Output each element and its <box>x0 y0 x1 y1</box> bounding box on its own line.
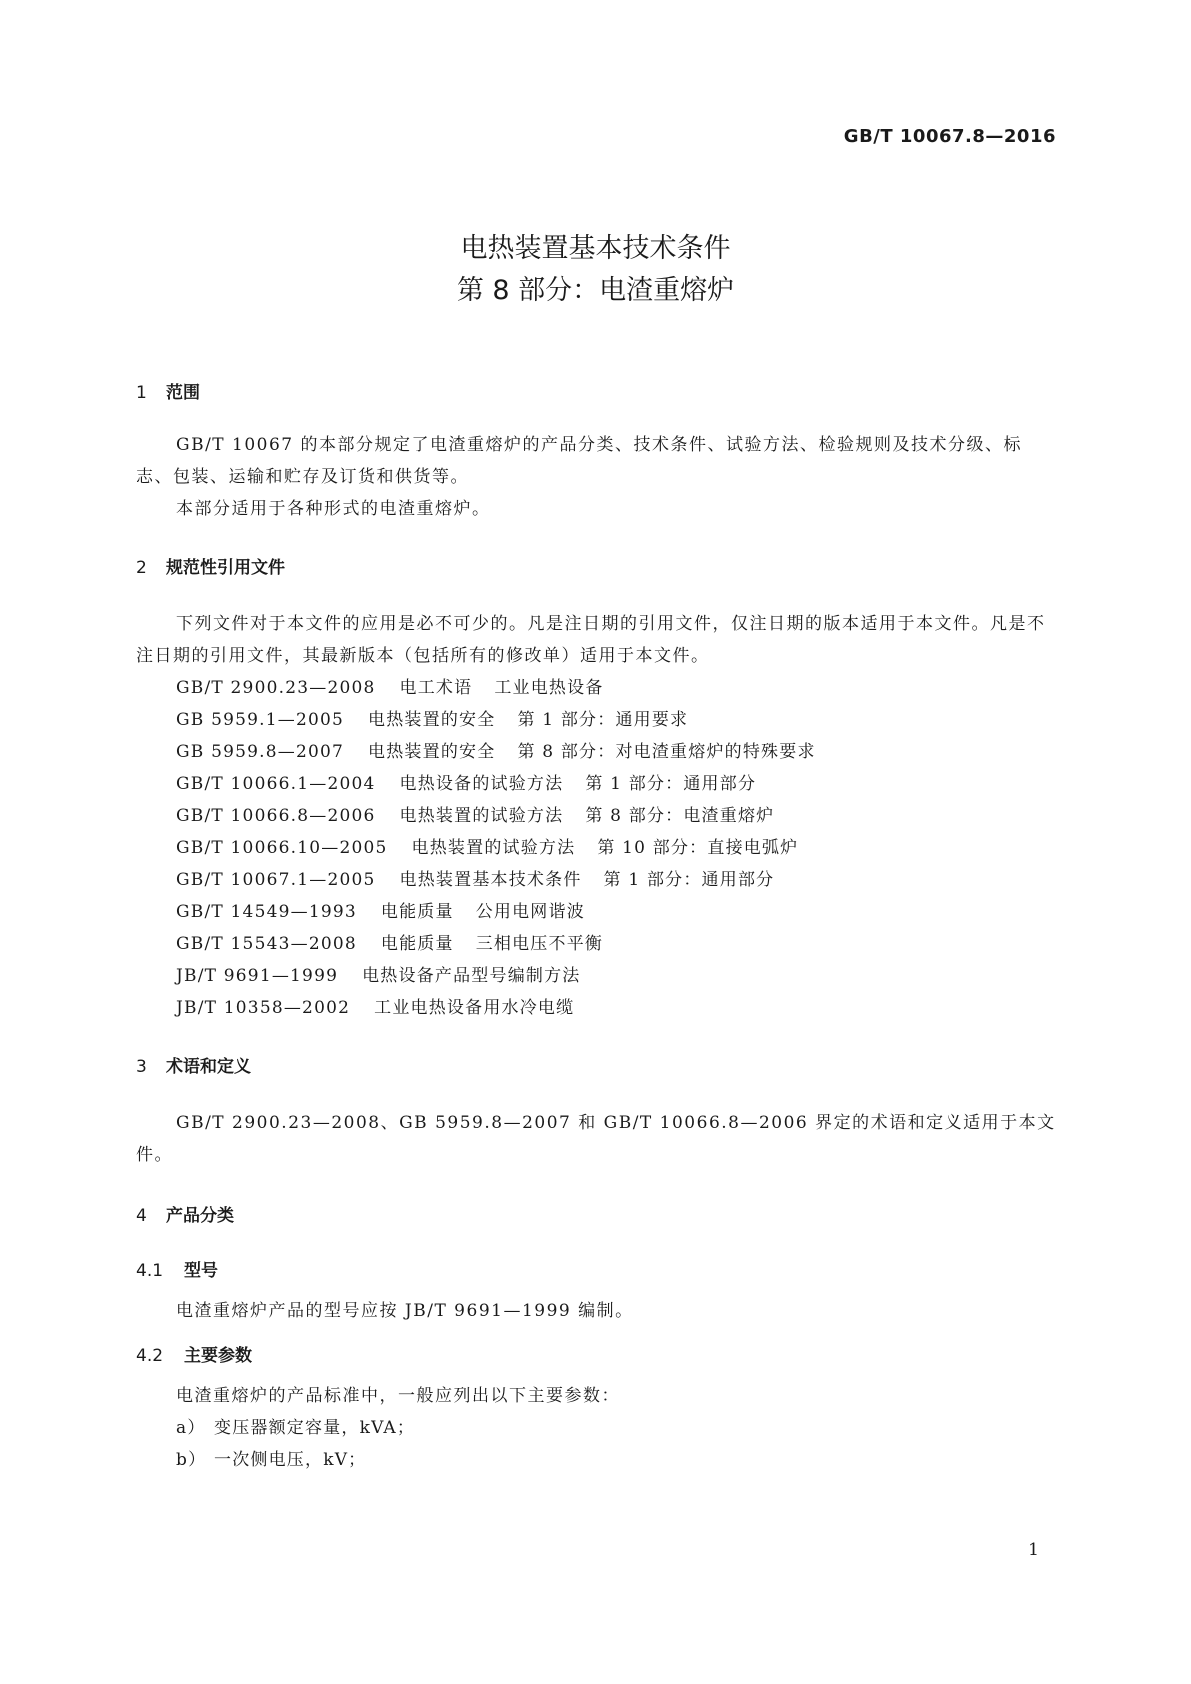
reference-subtitle: 第 10 部分：直接电弧炉 <box>597 838 799 858</box>
reference-title: 电热装置的试验方法 <box>411 838 576 858</box>
section-title: 术语和定义 <box>166 1057 251 1077</box>
document-body <box>136 378 1056 1476</box>
scope-paragraph: 本部分适用于各种形式的电渣重熔炉。 <box>176 499 491 519</box>
list-item-text: 一次侧电压，kV； <box>214 1450 367 1470</box>
section-number: 4.2 <box>136 1346 164 1366</box>
reference-item <box>136 928 1056 960</box>
reference-item <box>136 800 1056 832</box>
list-marker: b） <box>176 1450 207 1470</box>
reference-title: 电能质量 <box>380 934 454 954</box>
section-title: 型号 <box>184 1261 218 1281</box>
list-item <box>136 1444 1056 1476</box>
reference-item <box>136 672 1056 704</box>
parameters-intro: 电渣重熔炉的产品标准中，一般应列出以下主要参数： <box>176 1386 620 1406</box>
section-title: 范围 <box>166 383 200 403</box>
section-number: 4 <box>136 1206 147 1226</box>
reference-code: GB 5959.8—2007 <box>176 742 345 762</box>
reference-title: 工业电热设备用水冷电缆 <box>374 998 575 1018</box>
reference-subtitle: 工业电热设备 <box>494 678 604 698</box>
reference-title: 电热装置的安全 <box>368 742 496 762</box>
section-number: 1 <box>136 383 147 403</box>
section-title: 规范性引用文件 <box>166 558 285 578</box>
reference-item <box>136 960 1056 992</box>
reference-code: GB/T 15543—2008 <box>176 934 357 954</box>
reference-title: 电工术语 <box>399 678 473 698</box>
section-4-2-heading <box>136 1341 1056 1366</box>
list-item <box>136 1412 1056 1444</box>
reference-code: GB/T 10067.1—2005 <box>176 870 376 890</box>
section-1-heading <box>136 378 1056 403</box>
section-number: 3 <box>136 1057 147 1077</box>
reference-subtitle: 第 8 部分：电渣重熔炉 <box>585 806 775 826</box>
reference-code: GB 5959.1—2005 <box>176 710 345 730</box>
reference-item <box>136 832 1056 864</box>
reference-item <box>136 736 1056 768</box>
reference-code: JB/T 9691—1999 <box>176 966 339 986</box>
reference-item <box>136 768 1056 800</box>
section-4-1-heading <box>136 1256 1056 1281</box>
section-number: 2 <box>136 558 147 578</box>
section-3-heading <box>136 1052 1056 1077</box>
section-4-heading <box>136 1201 1056 1226</box>
reference-subtitle: 第 8 部分：对电渣重熔炉的特殊要求 <box>517 742 816 762</box>
document-title <box>0 228 1191 312</box>
reference-code: GB/T 2900.23—2008 <box>176 678 376 698</box>
reference-item <box>136 992 1056 1024</box>
references-intro: 下列文件对于本文件的应用是必不可少的。凡是注日期的引用文件，仅注日期的版本适用于本文件。凡是不注日期的引用文件，其最新版本（包括所有的修改单）适用于本文件。 <box>136 614 1046 666</box>
reference-title: 电热装置的安全 <box>368 710 496 730</box>
section-title: 产品分类 <box>166 1206 234 1226</box>
reference-code: GB/T 10066.10—2005 <box>176 838 388 858</box>
reference-code: GB/T 10066.8—2006 <box>176 806 376 826</box>
section-title: 主要参数 <box>184 1346 252 1366</box>
reference-list <box>136 672 1056 1024</box>
reference-title: 电热设备产品型号编制方法 <box>362 966 581 986</box>
reference-item <box>136 704 1056 736</box>
reference-subtitle: 第 1 部分：通用要求 <box>517 710 689 730</box>
reference-title: 电热装置基本技术条件 <box>399 870 582 890</box>
reference-code: JB/T 10358—2002 <box>176 998 351 1018</box>
scope-paragraph: GB/T 10067 的本部分规定了电渣重熔炉的产品分类、技术条件、试验方法、检验规则及技术分级、标志、包装、运输和贮存及订货和供货等。 <box>136 435 1023 487</box>
reference-code: GB/T 10066.1—2004 <box>176 774 376 794</box>
reference-subtitle: 公用电网谐波 <box>475 902 585 922</box>
reference-title: 电热设备的试验方法 <box>399 774 564 794</box>
reference-title: 电能质量 <box>380 902 454 922</box>
terms-paragraph: GB/T 2900.23—2008、GB 5959.8—2007 和 GB/T 10066.8—2006 界定的术语和定义适用于本文件。 <box>136 1113 1056 1165</box>
page-number: 1 <box>1028 1540 1039 1560</box>
reference-title: 电热装置的试验方法 <box>399 806 564 826</box>
reference-subtitle: 三相电压不平衡 <box>475 934 604 954</box>
list-marker: a） <box>176 1418 206 1438</box>
reference-subtitle: 第 1 部分：通用部分 <box>585 774 757 794</box>
document-title-line-1: 电热装置基本技术条件 <box>460 233 731 264</box>
list-item-text: 变压器额定容量，kVA； <box>214 1418 416 1438</box>
reference-code: GB/T 14549—1993 <box>176 902 357 922</box>
section-number: 4.1 <box>136 1261 164 1281</box>
standard-code: GB/T 10067.8—2016 <box>843 126 1056 147</box>
document-title-line-2: 第 8 部分：电渣重熔炉 <box>456 275 735 306</box>
model-paragraph: 电渣重熔炉产品的型号应按 JB/T 9691—1999 编制。 <box>176 1301 634 1321</box>
reference-item <box>136 896 1056 928</box>
reference-subtitle: 第 1 部分：通用部分 <box>603 870 775 890</box>
section-2-heading <box>136 553 1056 578</box>
reference-item <box>136 864 1056 896</box>
